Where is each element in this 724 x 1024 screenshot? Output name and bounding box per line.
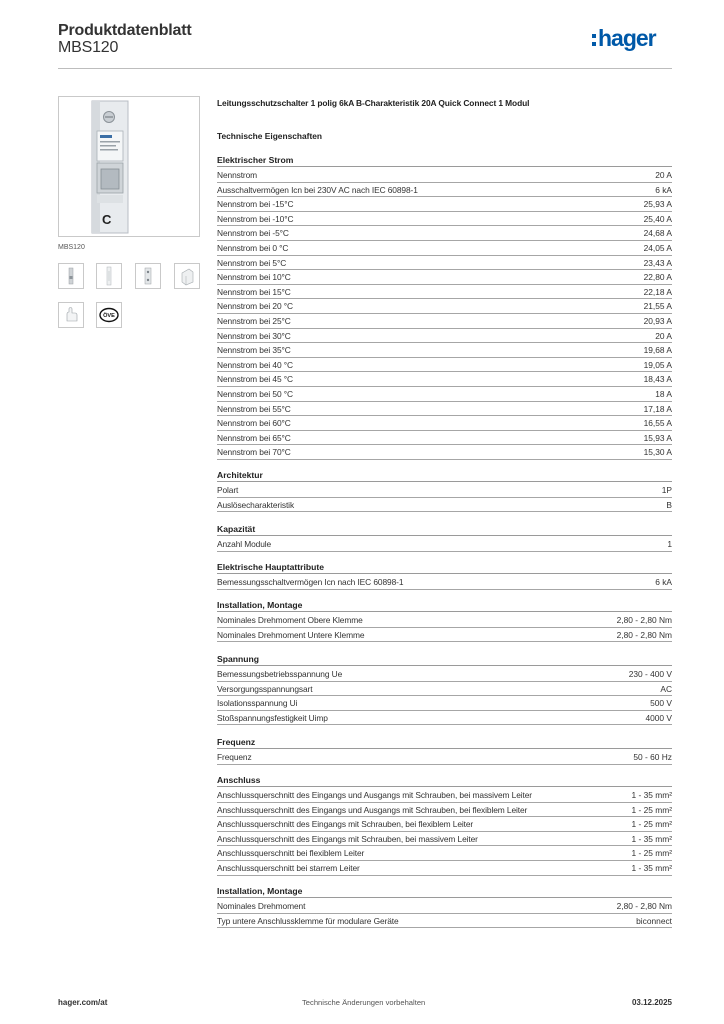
spec-row	[217, 803, 672, 818]
spec-row	[217, 483, 672, 498]
spec-label: Nominales Drehmoment Obere Klemme	[217, 615, 363, 625]
spec-label: Ausschaltvermögen Icn bei 230V AC nach IEC 60898-1	[217, 184, 418, 195]
spec-row	[217, 667, 672, 682]
spec-row	[217, 314, 672, 329]
spec-label: Anschlussquerschnitt des Eingangs mit Schrauben, bei flexiblem Leiter	[217, 819, 474, 830]
spec-label: Anschlussquerschnitt des Eingangs und Ausgangs mit Schrauben, bei flexiblem Leiter	[217, 804, 528, 815]
spec-value: 24,68 A	[643, 228, 672, 239]
spec-value: 1P	[661, 485, 672, 495]
spec-row	[217, 197, 672, 212]
spec-value: 230 - 400 V	[628, 669, 672, 679]
spec-row	[217, 537, 672, 552]
breaker-3d-icon[interactable]	[174, 263, 200, 289]
logo-dots-icon	[592, 34, 597, 50]
spec-label: Auslösecharakteristik	[217, 499, 295, 510]
spec-label: Nennstrom bei 0 °C	[217, 243, 289, 253]
product-description: Leitungsschutzschalter 1 polig 6kA B-Charakteristik 20A Quick Connect 1 Modul	[217, 98, 530, 108]
footer-disclaimer: Technische Änderungen vorbehalten	[302, 998, 426, 1007]
spec-label: Nennstrom bei 40 °C	[217, 359, 293, 370]
spec-value: 2,80 - 2,80 Nm	[616, 629, 672, 640]
spec-label: Bemessungsschaltvermögen Icn nach IEC 60898-1	[217, 577, 404, 587]
spec-row	[217, 682, 672, 697]
header-divider	[58, 68, 672, 69]
svg-text:C: C	[102, 212, 112, 227]
spec-row	[217, 329, 672, 344]
spec-value: 1 - 35 mm²	[631, 833, 672, 844]
spec-value: 1	[667, 539, 672, 549]
spec-row	[217, 613, 672, 628]
spec-label: Nennstrom bei 55°C	[217, 403, 291, 414]
spec-label: Isolationsspannung Ui	[217, 698, 298, 709]
spec-row	[217, 387, 672, 402]
svg-text:ÖVE: ÖVE	[103, 313, 115, 320]
spec-value: 16,55 A	[643, 418, 672, 429]
spec-value: 20,93 A	[643, 316, 672, 326]
spec-value: 1 - 25 mm²	[631, 804, 672, 815]
spec-label: Anschlussquerschnitt bei starrem Leiter	[217, 863, 360, 873]
spec-value: 1 - 35 mm²	[631, 790, 672, 800]
spec-value: 6 kA	[655, 577, 672, 587]
spec-label: Typ untere Anschlussklemme für modulare Geräte	[217, 915, 399, 926]
spec-label: Stoßspannungsfestigkeit Uimp	[217, 712, 328, 723]
spec-value: 6 kA	[655, 184, 672, 195]
spec-row	[217, 846, 672, 861]
spec-value: 19,05 A	[643, 359, 672, 370]
spec-label: Nennstrom bei 60°C	[217, 418, 291, 429]
section-title: Architektur	[217, 470, 672, 482]
spec-row	[217, 914, 672, 929]
spec-row	[217, 285, 672, 300]
spec-row	[217, 431, 672, 446]
spec-row	[217, 226, 672, 241]
circuit-breaker-icon	[59, 97, 201, 238]
spec-row	[217, 445, 672, 460]
spec-row	[217, 416, 672, 431]
spec-value: 1 - 25 mm²	[631, 848, 672, 859]
spec-value: 21,55 A	[643, 301, 672, 312]
spec-label: Nennstrom bei 65°C	[217, 432, 291, 443]
spec-label: Bemessungsbetriebsspannung Ue	[217, 669, 343, 679]
technical-properties-heading: Technische Eigenschaften	[217, 131, 323, 141]
section-title: Anschluss	[217, 775, 672, 787]
spec-label: Versorgungsspannungsart	[217, 683, 313, 694]
spec-value: 50 - 60 Hz	[633, 752, 672, 762]
spec-value: biconnect	[636, 915, 672, 926]
spec-label: Frequenz	[217, 752, 252, 762]
spec-row	[217, 212, 672, 227]
spec-value: 15,93 A	[643, 432, 672, 443]
spec-row	[217, 696, 672, 711]
page-title: Produktdatenblatt	[58, 22, 192, 39]
spec-row	[217, 402, 672, 417]
spec-value: 2,80 - 2,80 Nm	[616, 901, 672, 911]
spec-value: 500 V	[650, 698, 672, 709]
spec-label: Anschlussquerschnitt bei flexiblem Leiter	[217, 848, 365, 859]
spec-label: Nennstrom bei 35°C	[217, 345, 291, 356]
spec-value: 25,40 A	[643, 213, 672, 224]
spec-row	[217, 832, 672, 847]
spec-value: 15,30 A	[643, 447, 672, 458]
spec-label: Polart	[217, 485, 239, 495]
spec-row	[217, 711, 672, 726]
spec-row	[217, 575, 672, 590]
product-caption: MBS120	[58, 244, 85, 251]
section-title: Elektrischer Strom	[217, 155, 672, 167]
spec-value: 19,68 A	[643, 345, 672, 356]
spec-label: Nennstrom bei 15°C	[217, 286, 291, 297]
spec-label: Nennstrom bei 30°C	[217, 330, 291, 341]
spec-row	[217, 168, 672, 183]
spec-label: Nennstrom	[217, 170, 258, 180]
spec-row	[217, 788, 672, 803]
spec-label: Nennstrom bei 45 °C	[217, 374, 293, 385]
spec-row	[217, 183, 672, 198]
spec-value: 22,80 A	[643, 272, 672, 283]
spec-value: 25,93 A	[643, 199, 672, 210]
spec-row	[217, 498, 672, 513]
section-title: Installation, Montage	[217, 600, 672, 612]
spec-value: 18,43 A	[643, 374, 672, 385]
spec-label: Nominales Drehmoment Untere Klemme	[217, 629, 365, 640]
section-title: Installation, Montage	[217, 886, 672, 898]
spec-value: 17,18 A	[643, 403, 672, 414]
breaker-side-icon[interactable]	[96, 263, 122, 289]
footer-date: 03.12.2025	[631, 998, 672, 1007]
ove-certificate-icon[interactable]	[96, 302, 122, 328]
spec-row	[217, 343, 672, 358]
spec-value: 2,80 - 2,80 Nm	[616, 615, 672, 625]
hager-logo	[592, 27, 674, 57]
spec-value: B	[666, 499, 672, 510]
spec-value: 24,05 A	[643, 243, 672, 253]
spec-row	[217, 750, 672, 765]
spec-label: Nennstrom bei 20 °C	[217, 301, 293, 312]
section-title: Spannung	[217, 654, 672, 666]
section-title: Kapazität	[217, 524, 672, 536]
spec-value: 23,43 A	[643, 257, 672, 268]
spec-label: Nennstrom bei -5°C	[217, 228, 289, 239]
breaker-front-icon[interactable]	[58, 263, 84, 289]
spec-row	[217, 358, 672, 373]
spec-row	[217, 241, 672, 256]
spec-row	[217, 861, 672, 876]
spec-value: 1 - 35 mm²	[631, 863, 672, 873]
spec-value: AC	[660, 683, 672, 694]
spec-row	[217, 628, 672, 643]
spec-row	[217, 256, 672, 271]
section-title: Elektrische Hauptattribute	[217, 562, 672, 574]
spec-value: 20 A	[655, 170, 672, 180]
product-code: MBS120	[58, 39, 119, 56]
spec-label: Anschlussquerschnitt des Eingangs mit Schrauben, bei massivem Leiter	[217, 833, 478, 844]
logo-wordmark: hager	[598, 25, 656, 51]
spec-label: Nennstrom bei 25°C	[217, 316, 291, 326]
spec-row	[217, 270, 672, 285]
section-title: Frequenz	[217, 737, 672, 749]
spec-label: Nennstrom bei 10°C	[217, 272, 291, 283]
footer-website[interactable]: hager.com/at	[58, 998, 108, 1007]
spec-row	[217, 299, 672, 314]
spec-label: Nennstrom bei 70°C	[217, 447, 291, 458]
spec-label: Anzahl Module	[217, 539, 272, 549]
spec-label: Nennstrom bei -10°C	[217, 213, 294, 224]
spec-value: 1 - 25 mm²	[631, 819, 672, 830]
spec-row	[217, 899, 672, 914]
breaker-terminal-icon[interactable]	[135, 263, 161, 289]
spec-label: Nennstrom bei 50 °C	[217, 389, 293, 399]
spec-label: Anschlussquerschnitt des Eingangs und Ausgangs mit Schrauben, bei massivem Leiter	[217, 790, 532, 800]
spec-row	[217, 817, 672, 832]
spec-row	[217, 372, 672, 387]
spec-label: Nominales Drehmoment	[217, 901, 306, 911]
spec-value: 20 A	[655, 330, 672, 341]
spec-value: 4000 V	[645, 712, 672, 723]
hand-finger-icon[interactable]	[58, 302, 84, 328]
product-image	[58, 96, 200, 237]
spec-value: 22,18 A	[643, 286, 672, 297]
spec-value: 18 A	[655, 389, 672, 399]
spec-label: Nennstrom bei -15°C	[217, 199, 294, 210]
spec-label: Nennstrom bei 5°C	[217, 257, 287, 268]
